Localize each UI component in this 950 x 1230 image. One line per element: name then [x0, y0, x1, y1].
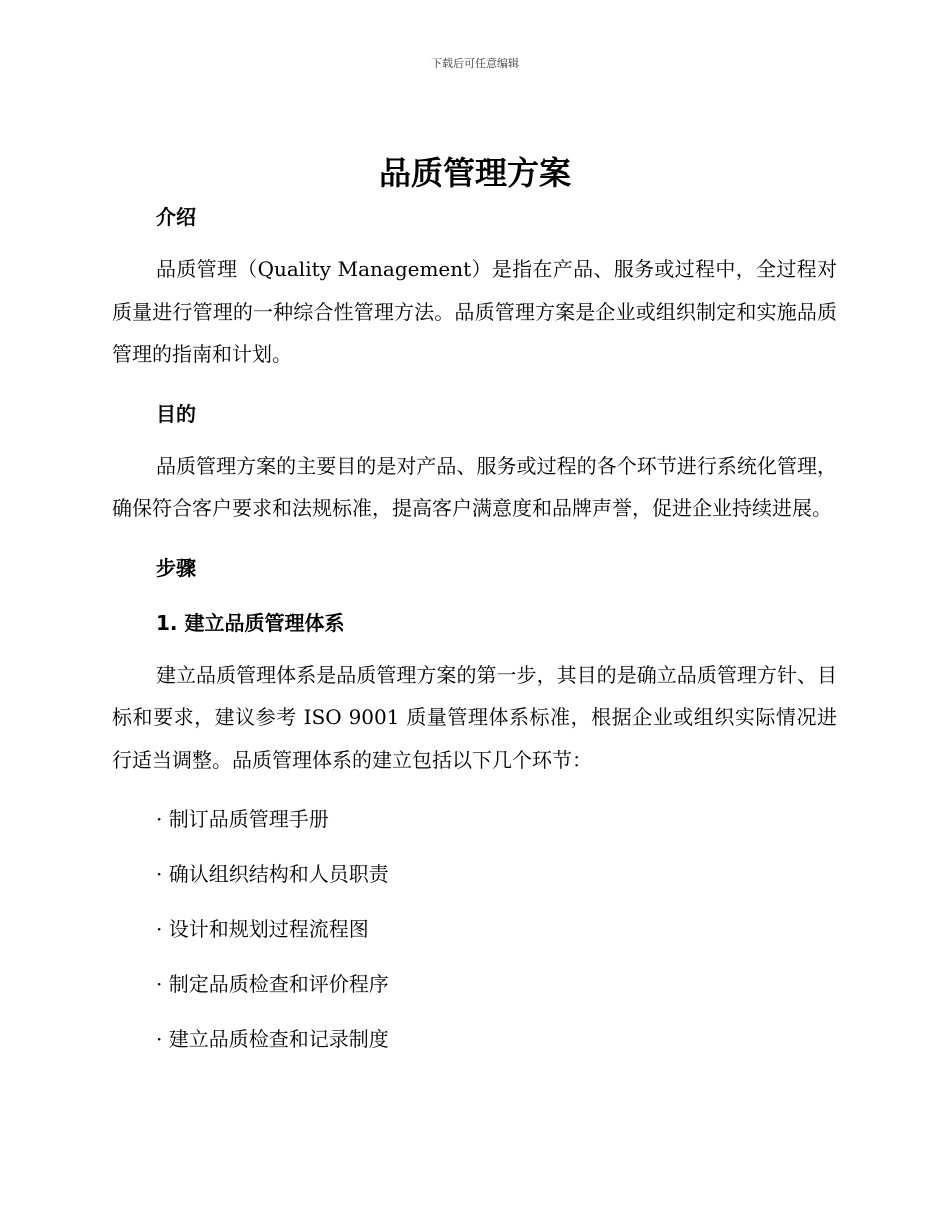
step1-paragraph: 建立品质管理体系是品质管理方案的第一步，其目的是确立品质管理方针、目标和要求，建议参考 ISO 9001 质量管理体系标准，根据企业或组织实际情况进行适当调整。品质管理体系的建立包括以下几个环节：	[112, 662, 837, 772]
section-heading-steps: 步骤	[156, 555, 196, 580]
list-item: · 制订品质管理手册	[156, 807, 329, 831]
section-heading-purpose: 目的	[156, 401, 196, 426]
list-item: · 制定品质检查和评价程序	[156, 972, 389, 996]
document-body	[112, 200, 837, 1056]
header-note: 下载后可任意编辑	[431, 57, 519, 70]
list-item: · 建立品质检查和记录制度	[156, 1027, 389, 1051]
section-paragraph-purpose: 品质管理方案的主要目的是对产品、服务或过程的各个环节进行系统化管理，确保符合客户要求和法规标准，提高客户满意度和品牌声誉，促进企业持续进展。	[112, 453, 837, 520]
list-item: · 确认组织结构和人员职责	[156, 862, 389, 886]
document-title: 品质管理方案	[378, 154, 571, 192]
section-paragraph-intro: 品质管理（Quality Management）是指在产品、服务或过程中，全过程对质量进行管理的一种综合性管理方法。品质管理方案是企业或组织制定和实施品质管理的指南和计划。	[112, 257, 837, 366]
step1-heading: 1. 建立品质管理体系	[156, 610, 345, 635]
section-heading-intro: 介绍	[156, 205, 196, 229]
list-item: · 设计和规划过程流程图	[156, 917, 369, 941]
